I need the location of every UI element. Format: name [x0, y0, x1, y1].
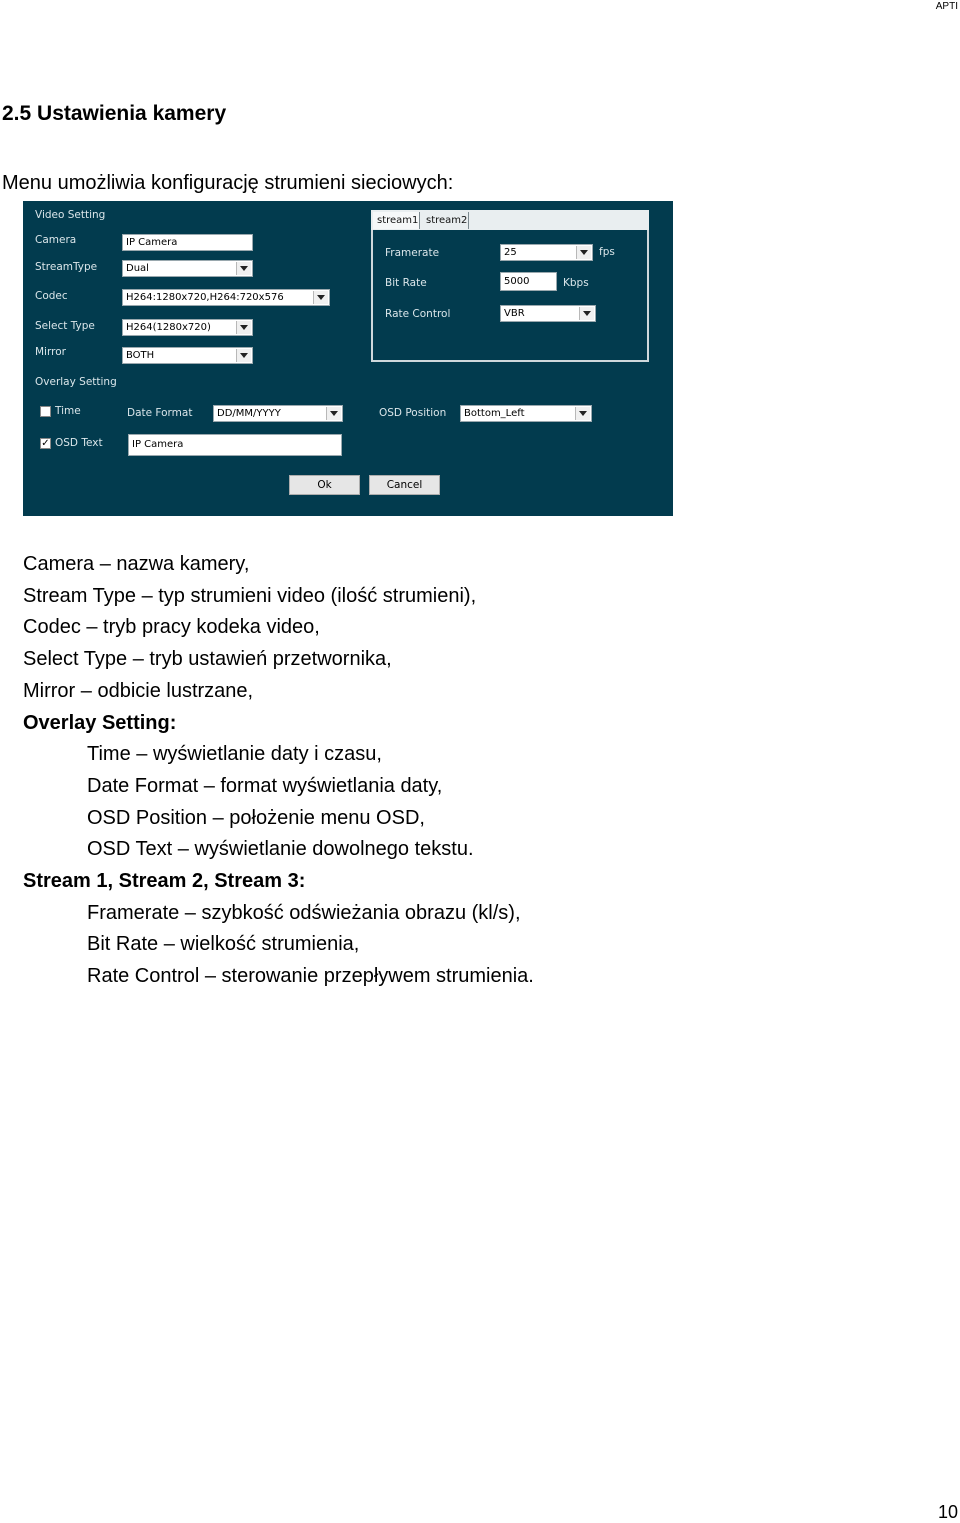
desc-camera: Camera – nazwa kamery, — [23, 553, 250, 575]
desc-bit-rate: Bit Rate – wielkość strumienia, — [87, 933, 360, 956]
osd-text-label: OSD Text — [55, 437, 103, 449]
stream-type-value: Dual — [126, 263, 149, 274]
desc-stream-heading: Stream 1, Stream 2, Stream 3: — [23, 870, 306, 893]
date-format-select[interactable] — [213, 405, 343, 422]
video-setting-label: Video Setting — [35, 209, 106, 221]
stream-tabs — [371, 210, 649, 230]
desc-stream-type: Stream Type – typ strumieni video (ilość strumieni), — [23, 584, 477, 607]
chevron-down-icon[interactable] — [579, 307, 594, 320]
chevron-down-icon[interactable] — [236, 262, 251, 275]
chevron-down-icon[interactable] — [576, 246, 591, 259]
page-number: 10 — [937, 1502, 958, 1522]
desc-mirror: Mirror – odbicie lustrzane, — [23, 679, 254, 702]
osd-text-checkbox[interactable] — [40, 438, 51, 449]
framerate-unit: fps — [599, 246, 615, 258]
ok-button[interactable]: Ok — [289, 475, 360, 495]
desc-select-type: Select Type – tryb ustawień przetwornika, — [23, 648, 392, 671]
desc-rate-control: Rate Control – sterowanie przepływem strumienia. — [87, 965, 534, 988]
select-type-value: H264(1280x720) — [126, 322, 211, 333]
bit-rate-unit: Kbps — [563, 277, 589, 289]
osd-position-select[interactable] — [460, 405, 592, 422]
stream-type-select[interactable] — [122, 260, 253, 277]
chevron-down-icon[interactable] — [575, 407, 590, 420]
desc-osd-text: OSD Text – wyświetlanie dowolnego tekstu. — [87, 838, 474, 861]
desc-codec: Codec – tryb pracy kodeka video, — [23, 616, 320, 639]
time-checkbox[interactable] — [40, 406, 51, 417]
bit-rate-label: Bit Rate — [385, 277, 427, 289]
cancel-button[interactable]: Cancel — [369, 475, 440, 495]
mirror-value: BOTH — [126, 350, 155, 361]
rate-control-select[interactable] — [500, 305, 596, 322]
framerate-label: Framerate — [385, 247, 440, 259]
desc-date-format: Date Format – format wyświetlania daty, — [87, 774, 443, 797]
desc-framerate: Framerate – szybkość odświeżania obrazu (kl/s), — [87, 901, 521, 924]
date-format-value: DD/MM/YYYY — [217, 408, 281, 419]
chevron-down-icon[interactable] — [236, 321, 251, 334]
bit-rate-input[interactable]: 5000 — [500, 272, 557, 291]
chevron-down-icon[interactable] — [236, 349, 251, 362]
framerate-select[interactable] — [500, 244, 593, 261]
desc-time: Time – wyświetlanie daty i czasu, — [87, 743, 382, 766]
header-brand: APTI — [935, 1, 958, 12]
codec-label: Codec — [35, 290, 68, 302]
tab-stream2[interactable]: stream2 — [422, 212, 469, 229]
rate-control-value: VBR — [504, 308, 525, 319]
overlay-setting-label: Overlay Setting — [35, 376, 117, 388]
date-format-label: Date Format — [127, 407, 193, 419]
framerate-value: 25 — [504, 247, 517, 258]
chevron-down-icon[interactable] — [313, 291, 328, 304]
stream-type-label: StreamType — [35, 261, 98, 273]
time-label: Time — [55, 405, 81, 417]
camera-name-input[interactable]: IP Camera — [122, 234, 253, 251]
section-heading: 2.5 Ustawienia kamery — [2, 102, 227, 125]
intro-text: Menu umożliwia konfigurację strumieni sieciowych: — [2, 172, 454, 194]
desc-osd-position: OSD Position – położenie menu OSD, — [87, 806, 425, 829]
rate-control-label: Rate Control — [385, 308, 451, 320]
mirror-select[interactable] — [122, 347, 253, 364]
chevron-down-icon[interactable] — [326, 407, 341, 420]
tab-stream1[interactable]: stream1 — [373, 212, 420, 229]
select-type-select[interactable] — [122, 319, 253, 336]
camera-settings-screenshot — [23, 201, 673, 516]
mirror-label: Mirror — [35, 346, 66, 358]
check-icon: ✓ — [41, 438, 50, 449]
osd-text-input[interactable]: IP Camera — [128, 434, 342, 456]
codec-value: H264:1280x720,H264:720x576 — [126, 292, 284, 303]
description-list — [23, 549, 534, 993]
codec-select[interactable] — [122, 289, 330, 306]
select-type-label: Select Type — [35, 320, 95, 332]
osd-position-value: Bottom_Left — [464, 408, 525, 419]
osd-position-label: OSD Position — [379, 407, 447, 419]
camera-label: Camera — [35, 234, 77, 246]
desc-overlay-heading: Overlay Setting: — [23, 711, 177, 734]
